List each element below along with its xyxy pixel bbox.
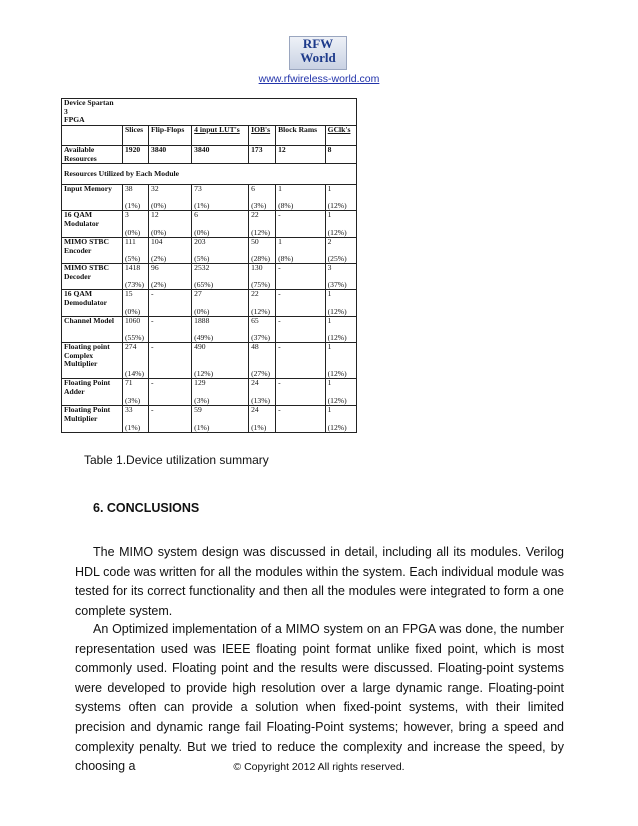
usage-percent: (14%) [125, 368, 144, 378]
usage-count: - [278, 342, 281, 352]
module-name-line: 16 QAM [64, 210, 93, 220]
usage-cell [325, 185, 356, 211]
usage-percent: (3%) [125, 395, 141, 405]
usage-count: - [278, 289, 281, 299]
usage-count: - [151, 342, 154, 352]
usage-count: - [278, 378, 281, 388]
usage-percent: (5%) [194, 253, 210, 263]
usage-cell [325, 406, 356, 433]
usage-percent: (28%) [251, 253, 271, 263]
usage-count: 1 [327, 289, 332, 299]
usage-count: 2 [327, 237, 332, 247]
usage-cell [325, 211, 356, 238]
usage-cell [149, 406, 192, 433]
usage-count: 1 [327, 184, 332, 194]
usage-cell [149, 211, 192, 238]
usage-percent: (37%) [327, 279, 347, 289]
usage-cell [192, 379, 249, 406]
usage-cell [149, 264, 192, 290]
usage-cell [276, 238, 326, 264]
logo-line-1: RFW [302, 36, 334, 51]
usage-count: 1 [327, 210, 332, 220]
usage-cell [123, 185, 149, 211]
usage-cell [249, 406, 276, 433]
website-link[interactable]: www.rfwireless-world.com [258, 73, 380, 85]
usage-count: 1 [278, 237, 282, 247]
usage-count: 65 [251, 316, 259, 326]
usage-cell [123, 379, 149, 406]
module-name-cell [62, 343, 123, 379]
usage-count: 22 [251, 210, 259, 220]
column-header: Slices [123, 126, 149, 146]
usage-count: - [151, 316, 154, 326]
usage-cell [123, 290, 149, 317]
available-label: Resources [64, 153, 97, 163]
usage-percent: (0%) [151, 200, 167, 210]
column-header: IOB's [249, 126, 276, 146]
usage-count: 50 [251, 237, 259, 247]
usage-count: 96 [151, 263, 159, 273]
usage-count: 1 [327, 405, 332, 415]
usage-percent: (49%) [194, 332, 214, 342]
module-name-line: Decoder [64, 271, 91, 281]
usage-percent: (12%) [327, 227, 347, 237]
table-row [62, 406, 357, 433]
section-row [62, 164, 357, 185]
available-label-cell [62, 146, 123, 164]
usage-percent: (75%) [251, 279, 271, 289]
usage-count: 33 [125, 405, 133, 415]
module-name-line: Adder [64, 386, 85, 396]
usage-cell [276, 185, 326, 211]
usage-count: - [278, 316, 281, 326]
usage-percent: (8%) [278, 200, 294, 210]
module-name-cell [62, 238, 123, 264]
usage-cell [123, 317, 149, 343]
module-name-line: Demodulator [64, 297, 108, 307]
available-value: 3840 [149, 146, 192, 164]
available-value: 12 [276, 146, 326, 164]
usage-percent: (2%) [151, 279, 167, 289]
usage-percent: (2%) [151, 253, 167, 263]
module-name-cell [62, 185, 123, 211]
usage-cell [192, 211, 249, 238]
module-name-line: Floating Point [64, 378, 111, 388]
usage-percent: (1%) [194, 422, 210, 432]
usage-cell [325, 238, 356, 264]
usage-percent: (0%) [151, 227, 167, 237]
usage-percent: (37%) [251, 332, 271, 342]
module-name-cell [62, 317, 123, 343]
usage-count: - [151, 289, 154, 299]
usage-count: - [151, 378, 154, 388]
usage-percent: (1%) [125, 422, 141, 432]
module-name-line: Floating Point [64, 405, 111, 415]
usage-cell [123, 264, 149, 290]
usage-count: 59 [194, 405, 202, 415]
usage-cell [149, 317, 192, 343]
usage-percent: (25%) [327, 253, 347, 263]
usage-cell [276, 211, 326, 238]
usage-cell [325, 264, 356, 290]
usage-count: - [278, 263, 281, 273]
available-value: 3840 [192, 146, 249, 164]
module-name-cell [62, 290, 123, 317]
usage-cell [276, 317, 326, 343]
table-row [62, 185, 357, 211]
usage-cell [325, 343, 356, 379]
usage-count: 1888 [194, 316, 210, 326]
section-title: Resources Utilized by Each Module [62, 164, 357, 185]
column-header: 4 input LUT's [192, 126, 249, 146]
table-row [62, 211, 357, 238]
usage-count: 38 [125, 184, 133, 194]
module-name-line: 16 QAM [64, 289, 93, 299]
device-cell [62, 99, 357, 126]
module-name-line: Multiplier [64, 413, 98, 423]
paragraph: The MIMO system design was discussed in detail, including all its modules. Verilog HDL code was written for all the modules within the system. Each individual module was tested for its correct functionality and then all the modules were integrated to form a one complete system. [75, 545, 564, 618]
usage-cell [192, 317, 249, 343]
usage-count: 1 [278, 184, 282, 194]
usage-cell [276, 264, 326, 290]
usage-cell [192, 264, 249, 290]
module-name-line: Modulator [64, 218, 100, 228]
usage-percent: (12%) [327, 200, 347, 210]
table-row [62, 264, 357, 290]
usage-percent: (73%) [125, 279, 144, 289]
usage-count: 32 [151, 184, 159, 194]
usage-cell [192, 343, 249, 379]
device-line: Device Spartan [64, 98, 114, 107]
usage-percent: (0%) [125, 306, 141, 316]
usage-percent: (1%) [251, 422, 267, 432]
usage-cell [276, 406, 326, 433]
usage-cell [149, 238, 192, 264]
module-name-line: Multiplier [64, 359, 98, 369]
usage-cell [192, 406, 249, 433]
table-device-row [62, 99, 357, 126]
usage-cell [249, 317, 276, 343]
usage-percent: (12%) [251, 227, 271, 237]
usage-cell [276, 290, 326, 317]
usage-percent: (12%) [327, 395, 347, 405]
usage-percent: (8%) [278, 253, 294, 263]
module-name-line: Encoder [64, 245, 92, 255]
module-name-line: MIMO STBC [64, 237, 109, 247]
usage-cell [192, 238, 249, 264]
module-rows [62, 185, 357, 433]
usage-count: 130 [251, 263, 263, 273]
module-name-line: Channel Model [64, 316, 114, 326]
module-name-cell [62, 379, 123, 406]
usage-cell [249, 343, 276, 379]
usage-count: 104 [151, 237, 163, 247]
usage-cell [149, 343, 192, 379]
device-utilization-table [61, 98, 357, 433]
usage-percent: (0%) [125, 227, 141, 237]
usage-count: 274 [125, 342, 137, 352]
usage-count: 73 [194, 184, 202, 194]
usage-percent: (3%) [251, 200, 267, 210]
usage-cell [325, 317, 356, 343]
usage-cell [325, 290, 356, 317]
usage-cell [249, 238, 276, 264]
usage-cell [123, 406, 149, 433]
usage-count: - [278, 210, 281, 220]
usage-percent: (55%) [125, 332, 144, 342]
usage-count: 1060 [125, 316, 141, 326]
usage-percent: (1%) [125, 200, 141, 210]
usage-count: 1 [327, 378, 332, 388]
usage-count: 490 [194, 342, 206, 352]
table-header-row [62, 126, 357, 146]
usage-percent: (5%) [125, 253, 141, 263]
usage-cell [192, 290, 249, 317]
copyright-footer: © Copyright 2012 All rights reserved. [233, 761, 405, 773]
usage-cell [249, 211, 276, 238]
module-name-cell [62, 264, 123, 290]
usage-count: 111 [125, 237, 136, 247]
module-name-line: Input Memory [64, 184, 112, 194]
usage-percent: (0%) [194, 227, 210, 237]
usage-percent: (13%) [251, 395, 271, 405]
table-caption: Table 1.Device utilization summary [84, 453, 269, 467]
usage-count: 71 [125, 378, 133, 388]
available-value: 8 [325, 146, 356, 164]
device-line: 3 [64, 106, 68, 116]
usage-percent: (65%) [194, 279, 214, 289]
usage-cell [149, 185, 192, 211]
usage-cell [249, 290, 276, 317]
usage-cell [249, 264, 276, 290]
module-name-cell [62, 211, 123, 238]
usage-percent: (12%) [327, 332, 347, 342]
table-row [62, 379, 357, 406]
usage-percent: (1%) [194, 200, 210, 210]
usage-cell [123, 343, 149, 379]
available-label: Available [64, 145, 95, 154]
usage-percent: (0%) [194, 306, 210, 316]
usage-percent: (12%) [327, 422, 347, 432]
column-header: GClk's [325, 126, 356, 146]
usage-count: 3 [327, 263, 332, 273]
site-logo [289, 36, 347, 70]
usage-percent: (12%) [194, 368, 214, 378]
logo-line-2: World [300, 50, 336, 65]
table-row [62, 317, 357, 343]
header-blank-cell [62, 126, 123, 146]
usage-cell [249, 379, 276, 406]
module-name-line: Complex [64, 350, 94, 360]
usage-percent: (12%) [251, 306, 271, 316]
usage-cell [192, 185, 249, 211]
section-heading: 6. CONCLUSIONS [93, 501, 200, 515]
table-row [62, 238, 357, 264]
usage-count: 15 [125, 289, 133, 299]
usage-count: 22 [251, 289, 259, 299]
usage-cell [123, 211, 149, 238]
usage-cell [276, 343, 326, 379]
usage-count: 6 [251, 184, 255, 194]
usage-cell [249, 185, 276, 211]
usage-count: 203 [194, 237, 206, 247]
column-header: Block Rams [276, 126, 326, 146]
usage-cell [276, 379, 326, 406]
usage-count: 1418 [125, 263, 141, 273]
usage-percent: (12%) [327, 306, 347, 316]
available-value: 173 [249, 146, 276, 164]
usage-count: 24 [251, 405, 259, 415]
usage-count: 12 [151, 210, 159, 220]
usage-count: 27 [194, 289, 202, 299]
usage-count: - [278, 405, 281, 415]
table-row [62, 290, 357, 317]
usage-percent: (27%) [251, 368, 271, 378]
usage-cell [149, 290, 192, 317]
usage-count: 2532 [194, 263, 210, 273]
available-value: 1920 [123, 146, 149, 164]
usage-count: 6 [194, 210, 198, 220]
usage-count: 24 [251, 378, 259, 388]
usage-cell [149, 379, 192, 406]
paragraph: An Optimized implementation of a MIMO system on an FPGA was done, the number representation used was IEEE floating point format unlike fixed point, which is most commonly used. Floating point and the results were discussed. Floating-point systems were developed to provide high resolution over a large dynamic range. Floating-point systems often can provide a solution when fixed-point systems, with their limited precision and dynamic range fail Floating-Point systems; however, bring a speed and complexity penalty. But we tried to reduce the complexity and increase the speed, by choosing a [75, 622, 564, 774]
usage-count: 1 [327, 316, 332, 326]
module-name-line: Floating point [64, 342, 110, 352]
usage-count: 3 [125, 210, 129, 220]
available-row [62, 146, 357, 164]
module-name-cell [62, 406, 123, 433]
usage-count: 48 [251, 342, 259, 352]
column-header: Flip-Flops [149, 126, 192, 146]
module-name-line: MIMO STBC [64, 263, 109, 273]
device-line: FPGA [64, 115, 85, 125]
usage-count: 129 [194, 378, 206, 388]
usage-percent: (3%) [194, 395, 210, 405]
usage-cell [123, 238, 149, 264]
usage-percent: (12%) [327, 368, 347, 378]
table-row [62, 343, 357, 379]
usage-cell [325, 379, 356, 406]
usage-count: 1 [327, 342, 332, 352]
usage-count: - [151, 405, 154, 415]
